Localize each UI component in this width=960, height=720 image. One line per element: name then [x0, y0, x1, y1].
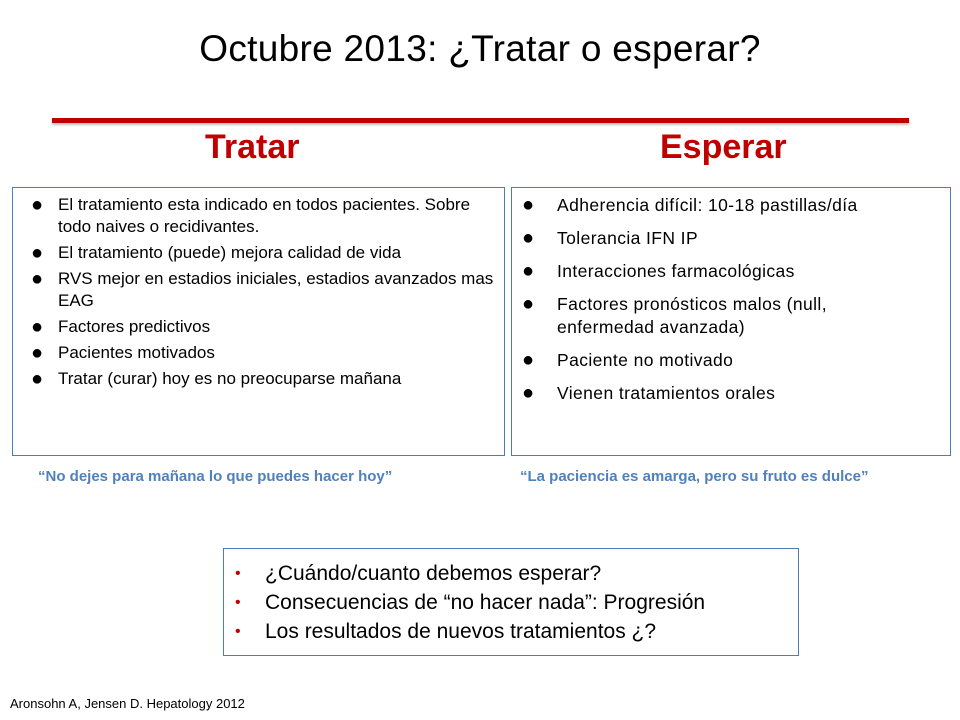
- list-item: [512, 194, 950, 217]
- list-item-text: Factores predictivos: [58, 317, 211, 336]
- bullet-icon: •: [235, 623, 241, 640]
- list-item: [224, 559, 798, 588]
- list-item-text: El tratamiento esta indicado en todos pacientes. Sobre todo naives o recidivantes.: [58, 195, 471, 236]
- title-divider: [52, 118, 909, 123]
- questions-box: [223, 548, 799, 656]
- list-item-text: Paciente no motivado: [557, 350, 734, 370]
- list-item: [224, 588, 798, 617]
- list-item: [512, 227, 950, 250]
- bullet-icon: ●: [522, 382, 535, 404]
- list-item-text: Consecuencias de “no hacer nada”: Progresión: [265, 591, 706, 614]
- citation: Aronsohn A, Jensen D. Hepatology 2012: [10, 696, 245, 711]
- list-item: [13, 368, 504, 390]
- list-item: [512, 382, 950, 405]
- list-item-text: Factores pronósticos malos (null, enfermedad avanzada): [557, 294, 827, 337]
- list-item-text: Tolerancia IFN IP: [557, 228, 699, 248]
- bullet-icon: •: [235, 594, 241, 611]
- list-item-text: Adherencia difícil: 10-18 pastillas/día: [557, 195, 858, 215]
- list-item: [13, 194, 504, 238]
- heading-esperar: Esperar: [660, 128, 787, 166]
- questions-list: [224, 559, 798, 646]
- list-item-text: Vienen tratamientos orales: [557, 383, 776, 403]
- list-item: [512, 349, 950, 372]
- heading-tratar: Tratar: [205, 128, 300, 166]
- esperar-list: [512, 194, 950, 405]
- list-item: [13, 316, 504, 338]
- list-item-text: RVS mejor en estadios iniciales, estadios avanzados mas EAG: [58, 269, 494, 310]
- list-item: [13, 342, 504, 364]
- bullet-icon: ●: [31, 242, 44, 264]
- list-item: [224, 617, 798, 646]
- bullet-icon: •: [235, 565, 241, 582]
- list-item-text: Tratar (curar) hoy es no preocuparse mañana: [58, 369, 402, 388]
- list-item-text: ¿Cuándo/cuanto debemos esperar?: [265, 562, 602, 585]
- list-item: [13, 242, 504, 264]
- bullet-icon: ●: [522, 227, 535, 249]
- list-item: [512, 293, 950, 339]
- bullet-icon: ●: [31, 194, 44, 216]
- slide-title: Octubre 2013: ¿Tratar o esperar?: [199, 28, 761, 69]
- bullet-icon: ●: [31, 368, 44, 390]
- tratar-quote: “No dejes para mañana lo que puedes hacer hoy”: [38, 468, 393, 485]
- esperar-box: [511, 187, 951, 456]
- esperar-quote: “La paciencia es amarga, pero su fruto es dulce”: [520, 468, 869, 485]
- list-item-text: Pacientes motivados: [58, 343, 215, 362]
- bullet-icon: ●: [522, 293, 535, 315]
- tratar-list: [13, 194, 504, 390]
- bullet-icon: ●: [522, 194, 535, 216]
- list-item: [13, 268, 504, 312]
- list-item: [512, 260, 950, 283]
- bullet-icon: ●: [31, 342, 44, 364]
- bullet-icon: ●: [522, 260, 535, 282]
- bullet-icon: ●: [31, 268, 44, 290]
- list-item-text: Los resultados de nuevos tratamientos ¿?: [265, 620, 657, 643]
- bullet-icon: ●: [522, 349, 535, 371]
- tratar-box: [12, 187, 505, 456]
- bullet-icon: ●: [31, 316, 44, 338]
- list-item-text: El tratamiento (puede) mejora calidad de vida: [58, 243, 402, 262]
- list-item-text: Interacciones farmacológicas: [557, 261, 795, 281]
